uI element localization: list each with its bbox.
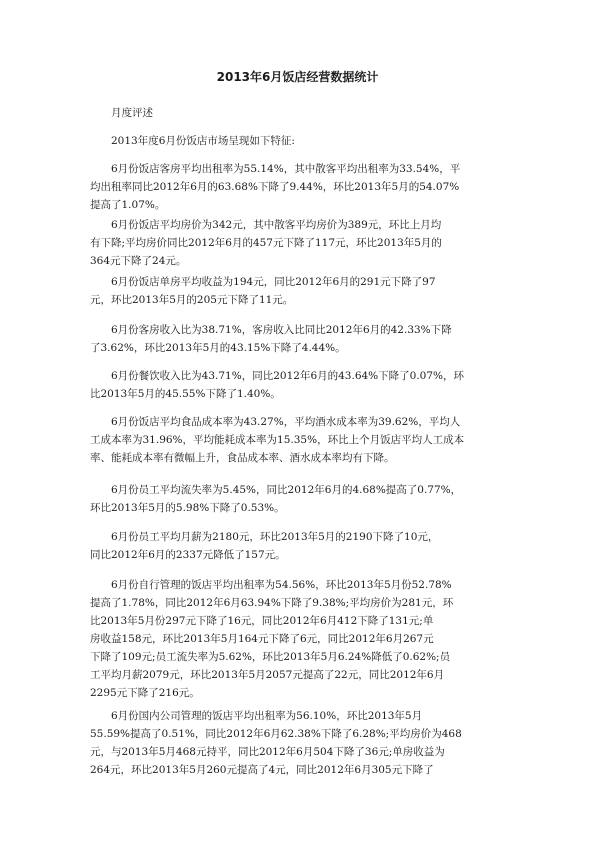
section-heading: 月度评述 [90, 107, 153, 119]
paragraph-cost-rates: 6月份饭店平均食品成本率为43.27%，平均酒水成本率为39.62%，平均人 工成本率为31.96%，平均能耗成本率为15.35%，环比上个月饭店平均人工成本 率、能耗成本率有微幅上升，食品成本率、酒水成本率均有下降。 [90, 416, 465, 464]
paragraph-revpar: 6月份饭店单房平均收益为194元，同比2012年6月的291元下降了97 元，环比2013年5月的205元下降了11元。 [90, 276, 436, 306]
paragraph-fb-revenue-ratio: 6月份餐饮收入比为43.71%，同比2012年6月的43.64%下降了0.07%，环 比2013年5月的45.55%下降了1.40%。 [90, 370, 465, 400]
paragraph-room-revenue-ratio: 6月份客房收入比为38.71%，客房收入比同比2012年6月的42.33%下降 了3.62%，环比2013年5月的43.15%下降了4.44%。 [90, 324, 452, 354]
paragraph-occupancy: 6月份饭店客房平均出租率为55.14%，其中散客平均出租率为33.54%，平 均出租率同比2012年6月的63.68%下降了9.44%，环比2013年5月的54.07% 提高了1.07%。 [90, 163, 461, 211]
paragraph-self-managed: 6月份自行管理的饭店平均出租率为54.56%，环比2013年5月份52.78% 提高了1.78%，同比2012年6月63.94%下降了9.38%;平均房价为281元，环 比2013年5月份297元下降了16元，同比2012年6月412下降了131元;单 房收益158元，环比2013年5月164元下降了6元，同比2012年6月267元 下降了109元;员工流失率为5.62%，环比2013年5月6.24%降低了0.62%;员 工平均月薪2079元，环比2013年5月2057元提高了22元，同比2012年6月 2295元下降了216元。 [90, 579, 454, 699]
paragraph-staff-salary: 6月份员工平均月薪为2180元，环比2013年5月的2190下降了10元， 同比2012年6月的2337元降低了157元。 [90, 531, 439, 561]
paragraph-domestic-managed: 6月份国内公司管理的饭店平均出租率为56.10%，环比2013年5月 55.59%提高了0.51%，同比2012年6月62.38%下降了6.28%;平均房价为468 元，与2013年5月468元持平，同比2012年6月504下降了36元;单房收益为 264元，环比2013年5月260元提高了4元，同比2012年6月305元下降了 [90, 710, 462, 776]
intro-paragraph: 2013年度6月份饭店市场呈现如下特征: [90, 135, 295, 147]
document-title: 2013年6月饭店经营数据统计 [216, 70, 379, 84]
paragraph-staff-turnover: 6月份员工平均流失率为5.45%，同比2012年6月的4.68%提高了0.77%， 环比2013年5月的5.98%下降了0.53%。 [90, 484, 462, 514]
paragraph-room-rate: 6月份饭店平均房价为342元，其中散客平均房价为389元，环比上月均 有下降;平均房价同比2012年6月的457元下降了117元，环比2013年5月的 364元下降了24元。 [90, 219, 442, 267]
